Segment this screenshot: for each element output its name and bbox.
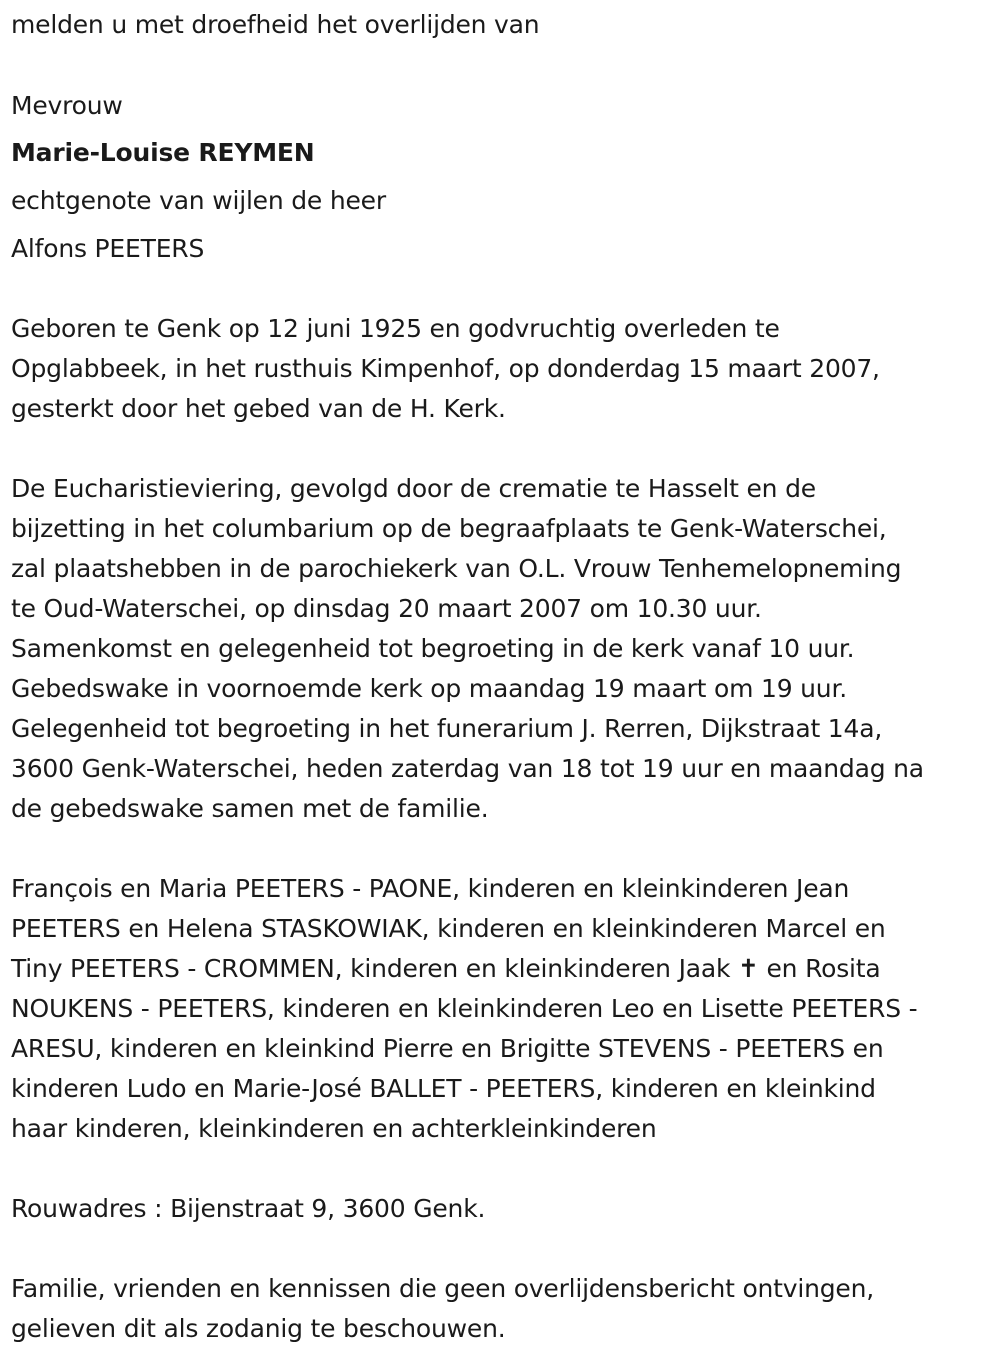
ceremony-line: 3600 Genk-Waterschei, heden zaterdag van 18 tot 19 uur en maandag na bbox=[11, 754, 924, 783]
family-line: ARESU, kinderen en kleinkind Pierre en Brigitte STEVENS - PEETERS en bbox=[11, 1034, 884, 1063]
family-line: PEETERS en Helena STASKOWIAK, kinderen en kleinkinderen Marcel en bbox=[11, 914, 886, 943]
mourning-address: Rouwadres : Bijenstraat 9, 3600 Genk. bbox=[11, 1194, 486, 1223]
ceremony-line: Gebedswake in voornoemde kerk op maandag 19 maart om 19 uur. bbox=[11, 674, 847, 703]
spouse-name: Alfons PEETERS bbox=[11, 234, 205, 263]
family-line: François en Maria PEETERS - PAONE, kinderen en kleinkinderen Jean bbox=[11, 874, 850, 903]
ceremony-line: de gebedswake samen met de familie. bbox=[11, 794, 489, 823]
closing-line: Familie, vrienden en kennissen die geen overlijdensbericht ontvingen, bbox=[11, 1274, 875, 1303]
birth-death-line: Geboren te Genk op 12 juni 1925 en godvruchtig overleden te bbox=[11, 314, 780, 343]
family-line: Tiny PEETERS - CROMMEN, kinderen en kleinkinderen Jaak ✝ en Rosita bbox=[11, 954, 881, 983]
ceremony-line: Gelegenheid tot begroeting in het funerarium J. Rerren, Dijkstraat 14a, bbox=[11, 714, 883, 743]
family-line: NOUKENS - PEETERS, kinderen en kleinkinderen Leo en Lisette PEETERS - bbox=[11, 994, 918, 1023]
closing-line: gelieven dit als zodanig te beschouwen. bbox=[11, 1314, 506, 1343]
spouse-relation: echtgenote van wijlen de heer bbox=[11, 186, 386, 215]
ceremony-line: bijzetting in het columbarium op de begraafplaats te Genk-Waterschei, bbox=[11, 514, 887, 543]
intro-line: melden u met droefheid het overlijden van bbox=[11, 10, 540, 39]
salutation: Mevrouw bbox=[11, 91, 123, 120]
ceremony-line: zal plaatshebben in de parochiekerk van O.L. Vrouw Tenhemelopneming bbox=[11, 554, 902, 583]
ceremony-line: te Oud-Waterschei, op dinsdag 20 maart 2007 om 10.30 uur. bbox=[11, 594, 762, 623]
deceased-name: Marie-Louise REYMEN bbox=[11, 138, 315, 167]
ceremony-line: De Eucharistieviering, gevolgd door de crematie te Hasselt en de bbox=[11, 474, 816, 503]
family-line: haar kinderen, kleinkinderen en achterkleinkinderen bbox=[11, 1114, 657, 1143]
family-line: kinderen Ludo en Marie-José BALLET - PEETERS, kinderen en kleinkind bbox=[11, 1074, 876, 1103]
ceremony-line: Samenkomst en gelegenheid tot begroeting in de kerk vanaf 10 uur. bbox=[11, 634, 855, 663]
birth-death-line: Opglabbeek, in het rusthuis Kimpenhof, op donderdag 15 maart 2007, bbox=[11, 354, 880, 383]
birth-death-line: gesterkt door het gebed van de H. Kerk. bbox=[11, 394, 506, 423]
